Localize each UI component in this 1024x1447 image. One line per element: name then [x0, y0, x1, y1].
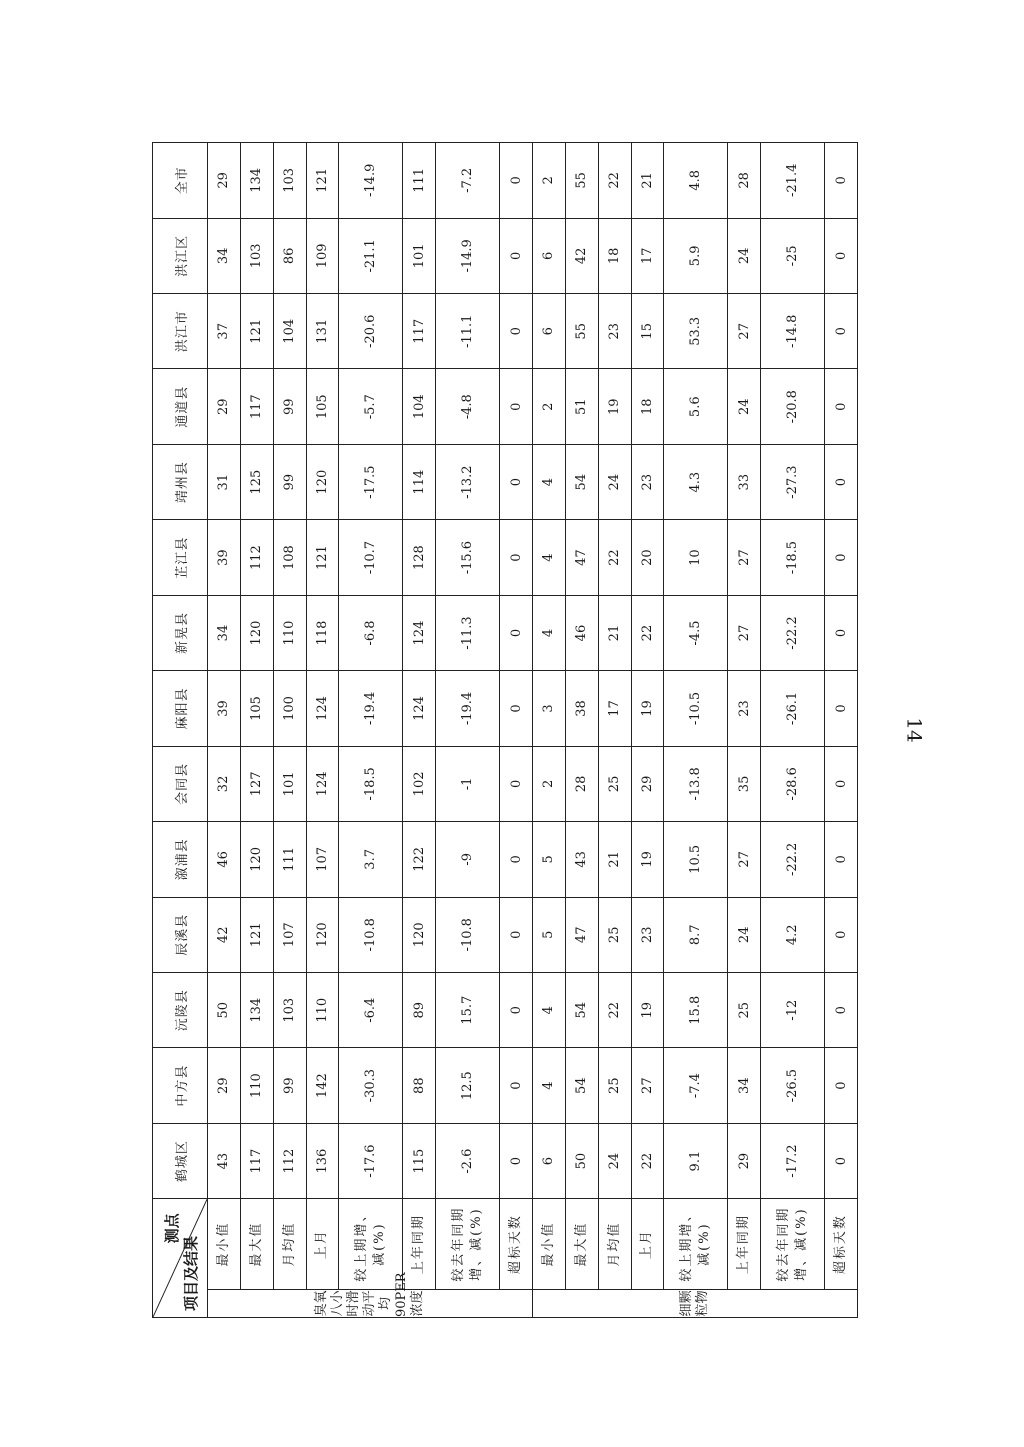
- data-cell: 4: [532, 595, 565, 670]
- data-cell: 53.3: [664, 294, 728, 369]
- data-cell: 99: [273, 369, 306, 444]
- data-cell: 117: [403, 294, 436, 369]
- data-cell: 3: [532, 671, 565, 746]
- column-header: 新晃县: [153, 595, 208, 670]
- data-cell: 4.2: [761, 897, 825, 972]
- column-header: 洪江市: [153, 294, 208, 369]
- data-cell: 28: [565, 746, 598, 821]
- data-cell: 24: [728, 218, 761, 293]
- data-cell: 17: [598, 671, 631, 746]
- data-cell: -7.2: [436, 143, 500, 219]
- data-cell: -27.3: [761, 444, 825, 519]
- data-cell: -10.5: [664, 671, 728, 746]
- air-quality-table: [152, 142, 858, 1318]
- data-cell: 0: [500, 595, 533, 670]
- data-cell: 50: [208, 973, 241, 1048]
- data-cell: 0: [500, 671, 533, 746]
- data-cell: 120: [306, 897, 339, 972]
- data-cell: 54: [565, 1048, 598, 1123]
- data-cell: -10.8: [339, 897, 403, 972]
- data-cell: 22: [631, 1123, 664, 1198]
- data-cell: 46: [208, 822, 241, 897]
- data-cell: 29: [208, 369, 241, 444]
- data-cell: 15: [631, 294, 664, 369]
- data-cell: -14.9: [436, 218, 500, 293]
- table-row: [598, 143, 631, 1318]
- data-cell: 86: [273, 218, 306, 293]
- data-cell: 0: [825, 444, 858, 519]
- data-cell: 22: [631, 595, 664, 670]
- data-cell: 0: [825, 973, 858, 1048]
- data-cell: 27: [728, 822, 761, 897]
- data-cell: -17.5: [339, 444, 403, 519]
- data-cell: 0: [500, 218, 533, 293]
- data-cell: -28.6: [761, 746, 825, 821]
- data-cell: 33: [728, 444, 761, 519]
- data-cell: -22.2: [761, 595, 825, 670]
- data-cell: -26.1: [761, 671, 825, 746]
- data-cell: -21.1: [339, 218, 403, 293]
- data-cell: 15.8: [664, 973, 728, 1048]
- data-cell: 120: [403, 897, 436, 972]
- data-cell: 104: [403, 369, 436, 444]
- data-cell: -4.5: [664, 595, 728, 670]
- data-cell: 10: [664, 520, 728, 595]
- data-cell: 108: [273, 520, 306, 595]
- data-cell: 27: [631, 1048, 664, 1123]
- data-cell: 18: [598, 218, 631, 293]
- data-cell: 107: [273, 897, 306, 972]
- table-row: [728, 143, 761, 1318]
- data-cell: 24: [728, 897, 761, 972]
- data-cell: -20.6: [339, 294, 403, 369]
- data-cell: 0: [825, 143, 858, 219]
- data-cell: 55: [565, 294, 598, 369]
- data-cell: -7.4: [664, 1048, 728, 1123]
- row-label: 最小值: [532, 1199, 565, 1290]
- data-cell: 28: [728, 143, 761, 219]
- data-cell: 19: [631, 671, 664, 746]
- column-header: 沅陵县: [153, 973, 208, 1048]
- data-cell: 136: [306, 1123, 339, 1198]
- data-cell: 109: [306, 218, 339, 293]
- data-cell: -18.5: [761, 520, 825, 595]
- data-cell: 29: [208, 143, 241, 219]
- data-cell: 29: [631, 746, 664, 821]
- data-cell: 34: [208, 595, 241, 670]
- data-cell: 89: [403, 973, 436, 1048]
- row-group-label: 臭氧八小时滑动平均90PER浓度: [208, 1289, 533, 1317]
- data-cell: 102: [403, 746, 436, 821]
- data-cell: -21.4: [761, 143, 825, 219]
- data-cell: -6.8: [339, 595, 403, 670]
- data-cell: 46: [565, 595, 598, 670]
- data-cell: 120: [240, 822, 273, 897]
- data-cell: 27: [728, 294, 761, 369]
- data-cell: 39: [208, 671, 241, 746]
- table-row: [339, 143, 403, 1318]
- data-cell: 124: [403, 671, 436, 746]
- data-cell: 114: [403, 444, 436, 519]
- data-cell: 2: [532, 369, 565, 444]
- data-cell: 104: [273, 294, 306, 369]
- data-cell: 112: [240, 520, 273, 595]
- data-cell: 134: [240, 973, 273, 1048]
- data-cell: -5.7: [339, 369, 403, 444]
- data-cell: 9.1: [664, 1123, 728, 1198]
- data-cell: -15.6: [436, 520, 500, 595]
- row-label: 月均值: [273, 1199, 306, 1290]
- row-label: 上年同期: [728, 1199, 761, 1290]
- data-cell: 117: [240, 1123, 273, 1198]
- data-cell: 6: [532, 218, 565, 293]
- data-cell: 22: [598, 973, 631, 1048]
- row-label: 超标天数: [825, 1199, 858, 1290]
- data-cell: 0: [500, 973, 533, 1048]
- data-cell: -14.9: [339, 143, 403, 219]
- data-cell: 142: [306, 1048, 339, 1123]
- data-cell: 0: [500, 822, 533, 897]
- column-header: 溆浦县: [153, 822, 208, 897]
- data-cell: 121: [306, 143, 339, 219]
- data-cell: 112: [273, 1123, 306, 1198]
- data-cell: 22: [598, 143, 631, 219]
- data-cell: -30.3: [339, 1048, 403, 1123]
- data-cell: 5.9: [664, 218, 728, 293]
- data-cell: 0: [825, 520, 858, 595]
- data-cell: 42: [208, 897, 241, 972]
- column-header: 通道县: [153, 369, 208, 444]
- data-cell: 110: [273, 595, 306, 670]
- table-row: [565, 143, 598, 1318]
- table-row: [436, 143, 500, 1318]
- data-cell: 19: [631, 973, 664, 1048]
- data-cell: 4: [532, 973, 565, 1048]
- table-row: [532, 143, 565, 1318]
- data-cell: -26.5: [761, 1048, 825, 1123]
- data-cell: -25: [761, 218, 825, 293]
- row-label: 最大值: [240, 1199, 273, 1290]
- row-label: 较上期增、减(%): [664, 1199, 728, 1290]
- table-row: [208, 143, 241, 1318]
- data-cell: 101: [273, 746, 306, 821]
- data-cell: 5: [532, 897, 565, 972]
- data-cell: 0: [500, 897, 533, 972]
- data-cell: 19: [598, 369, 631, 444]
- data-cell: 31: [208, 444, 241, 519]
- data-cell: 34: [728, 1048, 761, 1123]
- data-cell: 10.5: [664, 822, 728, 897]
- data-cell: 0: [500, 369, 533, 444]
- data-cell: 0: [825, 1123, 858, 1198]
- data-cell: 35: [728, 746, 761, 821]
- table-header-row: [153, 143, 208, 1318]
- data-cell: 3.7: [339, 822, 403, 897]
- data-cell: 111: [403, 143, 436, 219]
- data-cell: 18: [631, 369, 664, 444]
- table-row: [825, 143, 858, 1318]
- data-cell: 121: [306, 520, 339, 595]
- data-cell: 124: [306, 671, 339, 746]
- column-header: 会同县: [153, 746, 208, 821]
- data-cell: 23: [631, 897, 664, 972]
- data-cell: 0: [825, 369, 858, 444]
- data-cell: 43: [565, 822, 598, 897]
- data-cell: 4: [532, 1048, 565, 1123]
- data-cell: 121: [240, 294, 273, 369]
- data-cell: 131: [306, 294, 339, 369]
- data-cell: 27: [728, 520, 761, 595]
- table-row: [240, 143, 273, 1318]
- data-cell: 0: [825, 671, 858, 746]
- row-label: 较去年同期增、减(%): [761, 1199, 825, 1290]
- data-cell: 0: [500, 294, 533, 369]
- column-header: 辰溪县: [153, 897, 208, 972]
- data-cell: 23: [598, 294, 631, 369]
- data-cell: 0: [500, 520, 533, 595]
- data-cell: 24: [598, 444, 631, 519]
- data-cell: 103: [240, 218, 273, 293]
- data-cell: -17.6: [339, 1123, 403, 1198]
- data-cell: 51: [565, 369, 598, 444]
- data-cell: 120: [240, 595, 273, 670]
- data-cell: -11.1: [436, 294, 500, 369]
- row-label: 月均值: [598, 1199, 631, 1290]
- data-cell: 23: [631, 444, 664, 519]
- data-cell: 47: [565, 897, 598, 972]
- data-cell: 5: [532, 822, 565, 897]
- data-cell: -11.3: [436, 595, 500, 670]
- data-cell: -4.8: [436, 369, 500, 444]
- data-cell: 0: [500, 1048, 533, 1123]
- data-cell: -20.8: [761, 369, 825, 444]
- data-cell: 0: [825, 294, 858, 369]
- data-cell: 122: [403, 822, 436, 897]
- table-row: [631, 143, 664, 1318]
- data-cell: -19.4: [339, 671, 403, 746]
- column-header: 芷江县: [153, 520, 208, 595]
- data-cell: 43: [208, 1123, 241, 1198]
- data-cell: 20: [631, 520, 664, 595]
- data-cell: -17.2: [761, 1123, 825, 1198]
- data-cell: 0: [825, 822, 858, 897]
- data-cell: 55: [565, 143, 598, 219]
- column-header: 全市: [153, 143, 208, 219]
- data-cell: -10.8: [436, 897, 500, 972]
- data-cell: 2: [532, 143, 565, 219]
- row-label: 最大值: [565, 1199, 598, 1290]
- data-cell: 37: [208, 294, 241, 369]
- data-cell: 21: [598, 822, 631, 897]
- data-cell: -13.2: [436, 444, 500, 519]
- data-cell: 23: [728, 671, 761, 746]
- column-header: 靖州县: [153, 444, 208, 519]
- data-cell: 0: [500, 1123, 533, 1198]
- data-cell: 105: [240, 671, 273, 746]
- corner-top-label: 测点: [163, 1213, 181, 1244]
- data-cell: 17: [631, 218, 664, 293]
- data-cell: 125: [240, 444, 273, 519]
- data-cell: 110: [240, 1048, 273, 1123]
- corner-bottom-label: 项目及结果: [182, 1235, 200, 1311]
- data-cell: -22.2: [761, 822, 825, 897]
- rotated-table-wrapper: [152, 142, 858, 1318]
- data-cell: 21: [598, 595, 631, 670]
- table-row: [306, 143, 339, 1318]
- data-cell: -9: [436, 822, 500, 897]
- data-cell: 12.5: [436, 1048, 500, 1123]
- data-cell: 5.6: [664, 369, 728, 444]
- data-cell: 0: [825, 746, 858, 821]
- data-cell: -18.5: [339, 746, 403, 821]
- data-cell: 6: [532, 1123, 565, 1198]
- data-cell: -1: [436, 746, 500, 821]
- data-cell: 101: [403, 218, 436, 293]
- data-cell: 124: [403, 595, 436, 670]
- data-cell: 0: [500, 143, 533, 219]
- data-cell: 24: [728, 369, 761, 444]
- page-number: 14: [902, 717, 927, 743]
- header-corner-cell: [153, 1199, 208, 1318]
- data-cell: -10.7: [339, 520, 403, 595]
- data-cell: 0: [825, 595, 858, 670]
- data-cell: 32: [208, 746, 241, 821]
- data-cell: 27: [728, 595, 761, 670]
- row-label: 较上期增、减(%): [339, 1199, 403, 1290]
- data-cell: 39: [208, 520, 241, 595]
- row-label: 较去年同期增、减(%): [436, 1199, 500, 1290]
- data-cell: 15.7: [436, 973, 500, 1048]
- data-cell: 0: [825, 1048, 858, 1123]
- data-cell: 0: [825, 218, 858, 293]
- data-cell: 103: [273, 143, 306, 219]
- data-cell: 54: [565, 444, 598, 519]
- data-cell: 100: [273, 671, 306, 746]
- table-body: [208, 143, 858, 1318]
- table-row: [664, 143, 728, 1318]
- table-row: [500, 143, 533, 1318]
- row-label: 上月: [306, 1199, 339, 1290]
- data-cell: 88: [403, 1048, 436, 1123]
- column-header: 中方县: [153, 1048, 208, 1123]
- data-cell: 47: [565, 520, 598, 595]
- data-cell: 0: [500, 746, 533, 821]
- data-cell: 120: [306, 444, 339, 519]
- data-cell: 128: [403, 520, 436, 595]
- data-cell: 6: [532, 294, 565, 369]
- data-cell: 0: [500, 444, 533, 519]
- data-cell: 50: [565, 1123, 598, 1198]
- data-cell: 29: [208, 1048, 241, 1123]
- row-label: 超标天数: [500, 1199, 533, 1290]
- table-row: [273, 143, 306, 1318]
- data-cell: 115: [403, 1123, 436, 1198]
- column-header: 麻阳县: [153, 671, 208, 746]
- data-cell: 107: [306, 822, 339, 897]
- data-cell: -14.8: [761, 294, 825, 369]
- data-cell: 2: [532, 746, 565, 821]
- data-cell: 4.8: [664, 143, 728, 219]
- data-cell: 118: [306, 595, 339, 670]
- data-cell: -2.6: [436, 1123, 500, 1198]
- table-row: [761, 143, 825, 1318]
- data-cell: 34: [208, 218, 241, 293]
- data-cell: 42: [565, 218, 598, 293]
- data-cell: 4: [532, 444, 565, 519]
- table-row: [403, 143, 436, 1318]
- data-cell: 25: [598, 897, 631, 972]
- data-cell: 127: [240, 746, 273, 821]
- row-group-label: 细颗粒物: [532, 1289, 857, 1317]
- column-header: 洪江区: [153, 218, 208, 293]
- data-cell: 19: [631, 822, 664, 897]
- data-cell: 0: [825, 897, 858, 972]
- data-cell: 25: [598, 746, 631, 821]
- data-cell: 121: [240, 897, 273, 972]
- data-cell: 99: [273, 1048, 306, 1123]
- row-label: 上年同期: [403, 1199, 436, 1290]
- data-cell: 4: [532, 520, 565, 595]
- data-cell: 105: [306, 369, 339, 444]
- data-cell: 134: [240, 143, 273, 219]
- data-cell: 8.7: [664, 897, 728, 972]
- data-cell: 117: [240, 369, 273, 444]
- data-cell: 24: [598, 1123, 631, 1198]
- data-cell: -12: [761, 973, 825, 1048]
- data-cell: 110: [306, 973, 339, 1048]
- data-cell: 111: [273, 822, 306, 897]
- row-label: 上月: [631, 1199, 664, 1290]
- data-cell: -13.8: [664, 746, 728, 821]
- row-label: 最小值: [208, 1199, 241, 1290]
- data-cell: 4.3: [664, 444, 728, 519]
- column-header: 鹤城区: [153, 1123, 208, 1198]
- data-cell: 25: [728, 973, 761, 1048]
- data-cell: 99: [273, 444, 306, 519]
- data-cell: 124: [306, 746, 339, 821]
- data-cell: 38: [565, 671, 598, 746]
- data-cell: 103: [273, 973, 306, 1048]
- data-cell: -19.4: [436, 671, 500, 746]
- data-cell: 21: [631, 143, 664, 219]
- data-cell: 54: [565, 973, 598, 1048]
- data-cell: 29: [728, 1123, 761, 1198]
- data-cell: -6.4: [339, 973, 403, 1048]
- data-cell: 25: [598, 1048, 631, 1123]
- data-cell: 22: [598, 520, 631, 595]
